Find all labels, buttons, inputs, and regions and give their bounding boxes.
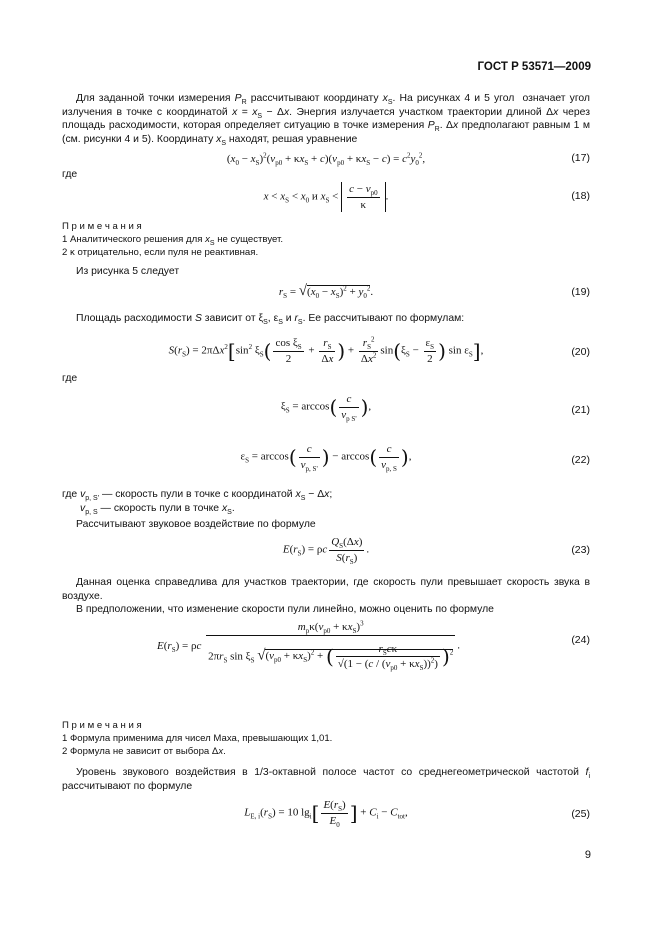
notes-2-item-1: 1 Формула применима для чисел Маха, превышающих 1,01. [62, 732, 333, 744]
equation-21 [62, 390, 590, 430]
page-number: 9 [584, 849, 591, 861]
notes-2-item-2: 2 Формула не зависит от выбора Δx. [62, 745, 226, 757]
where-definition-2: $v_{p, S}$ — скорость пули в точке $x_S$. [80, 502, 235, 516]
equation-18-body: $x < x_S < x_0$ и $x_S$ < $\frac{c - v_{p0}}{\kappa}$ . [263, 183, 389, 211]
equation-17-body: $(x_0 - x_S)^2(v_{p0} + \kappa x_S + c)(v_{p0} + \kappa x_S - c) = c^2y_0^2$, [226, 151, 426, 168]
equation-20-body: $S(r_S) = 2\pi\Delta x^2[\sin^2$ $\xi_S$( $\frac{\cos \xi_S}{2}$ + $\frac{r_S}{\Delta x}$ ) + $\frac{r_S^2}{\Delta x^2}$ $\sin(\xi_S$ − $\frac{\varepsilon_S}{2}$ ) $\sin \varepsilon_S$], [168, 335, 484, 365]
equation-23-number: (23) [571, 544, 590, 556]
equation-23 [62, 535, 590, 569]
equation-18 [62, 180, 590, 214]
paragraph-level: Уровень звукового воздействия в 1/3-октавной полосе частот со среднегеометрической частотой $f_i$ рассчитывают по формуле [62, 767, 590, 792]
paragraph-intro: Для заданной точки измерения $P_R$ рассчитывают координату $x_S$. На рисунках 4 и 5 угол означает угол излучения в точке с координатой $x = x_S - \Delta x$. Энергия излучается участком траектории длиной Δx через площадь расходимости, которая определяет ситуацию в точке измерения $P_R$. Δx предполагают равным 1 м (см. рисунки 4 и 5). Координату $x_S$ находят, решая уравнение [62, 93, 591, 148]
notes-block-2 [62, 720, 590, 759]
equation-19-number: (19) [571, 286, 590, 298]
equation-21-number: (21) [571, 404, 590, 416]
notes-1-item-1: 1 Аналитического решения для $x_S$ не существует. [62, 233, 284, 247]
paragraph-linear: В предположении, что изменение скорости пули линейно, можно оценить по формуле [76, 604, 494, 615]
equation-24-number: (24) [571, 634, 590, 646]
notes-2-title: П р и м е ч а н и я [62, 720, 142, 731]
equation-23-body: $E(r_S) = \rho c$ $\frac{Q_S(\Delta x)}{S(r_S)}$ . [282, 536, 370, 566]
paragraph-sound-exposure: Рассчитывают звуковое воздействие по формуле [76, 519, 316, 530]
from-figure-5-text: Из рисунка 5 следует [76, 266, 180, 277]
where-definition-1: где $v_{p, S'}$ — скорость пули в точке с координатой $x_S - \Delta x$; [62, 489, 333, 503]
document-header: ГОСТ Р 53571—2009 [477, 61, 591, 73]
where-label-1: где [62, 169, 78, 180]
equation-22-number: (22) [571, 454, 590, 466]
equation-18-number: (18) [571, 190, 590, 202]
equation-22 [62, 440, 590, 480]
equation-19-body: $r_S = √(x_0 - x_S)^2 + y_0^2$. [278, 283, 374, 301]
equation-22-body: $\varepsilon_S = \arccos$( $\frac{c}{v_{p, S'}}$ ) − arccos( $\frac{c}{v_{p, S}}$ ), [240, 443, 412, 473]
equation-25 [62, 798, 590, 832]
equation-17 [62, 152, 590, 172]
equation-20-number: (20) [571, 346, 590, 358]
paragraph-area: Площадь расходимости S зависит от $\xi_S$, $\varepsilon_S$ и $r_S$. Ее рассчитывают по формулам: [76, 313, 465, 327]
equation-21-body: $\xi_S = \arccos$( $\frac{c}{v_{p S'}}$ ), [280, 393, 372, 423]
equation-24-body: $E(r_S) = \rho c$ $m_p\kappa(v_{p0} + \kappa x_S)^3$ $2\pi r_S$ $\sin \xi_S$ $√(v_{p0} + \kappa x_S)^2$ + ( $\frac{r_Sc\kappa}{√(1 - (c / (v_{p0} + \kappa x_S))^2)}$ )$^2$ . [157, 619, 460, 673]
notes-block-1 [62, 221, 590, 260]
equation-24 [62, 620, 590, 710]
where-definitions [62, 488, 590, 515]
equation-25-number: (25) [571, 808, 590, 820]
where-label-2: где [62, 373, 78, 384]
paragraph-estimate: Данная оценка справедлива для участков траектории, где скорость пули превышает скорость звука в воздухе. [62, 577, 590, 602]
equation-20 [62, 332, 590, 374]
equation-19 [62, 282, 590, 306]
notes-1-title: П р и м е ч а н и я [62, 221, 142, 232]
notes-1-item-2: 2 κ отрицательно, если пуля не реактивная. [62, 246, 259, 258]
equation-25-body: $L_{E, i}(r_S) = 10$ $\lg_i$[ $\frac{E(r_S)}{E_0}$ ] + $C_i - C_{tot}$, [244, 799, 408, 829]
equation-17-number: (17) [571, 152, 590, 164]
